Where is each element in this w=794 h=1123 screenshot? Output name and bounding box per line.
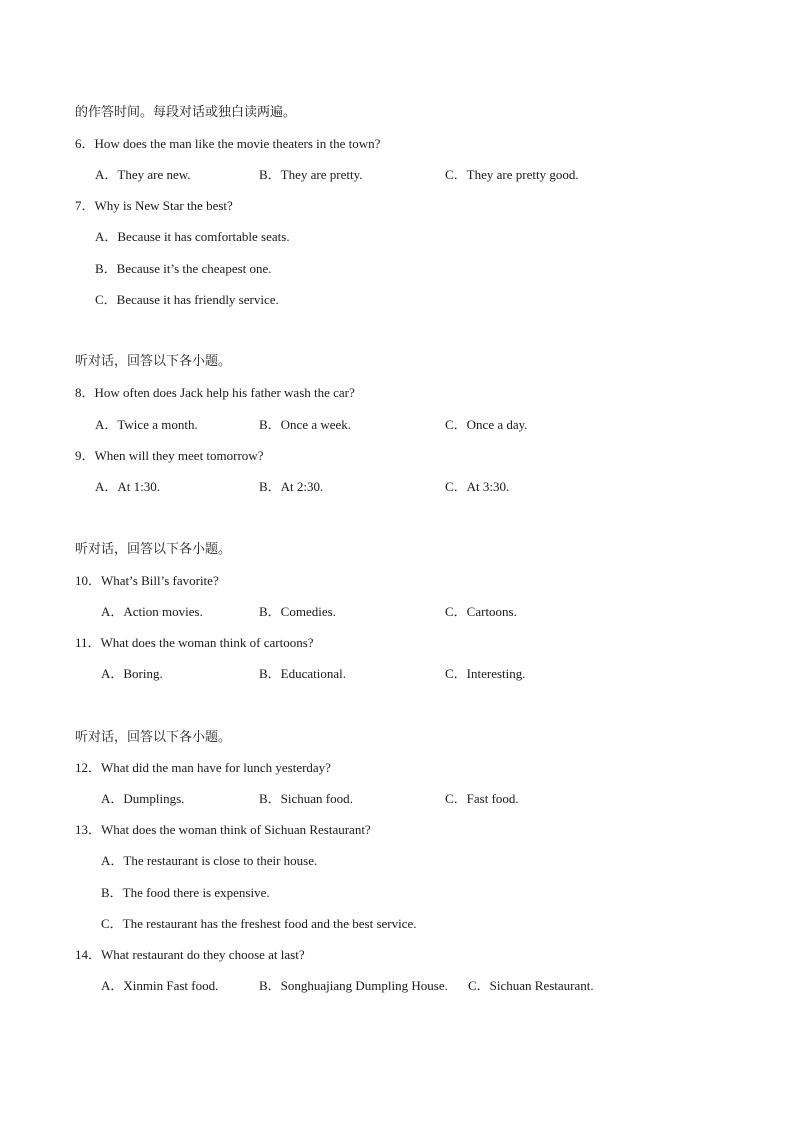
question-number: 12．	[75, 760, 102, 775]
section-header: 听对话，回答以下各小题。	[75, 353, 232, 368]
question-text: When will they meet tomorrow?	[94, 448, 264, 463]
question-6	[75, 136, 380, 152]
question-number: 8．	[75, 385, 95, 400]
question-text: What restaurant do they choose at last?	[101, 947, 305, 962]
q9-option-c: C．At 3:30.	[445, 479, 510, 494]
q6-option-c: C．They are pretty good.	[445, 167, 579, 182]
question-number: 11．	[75, 635, 101, 650]
question-text: How does the man like the movie theaters in the town?	[94, 136, 381, 151]
q11-option-c: C．Interesting.	[445, 666, 526, 681]
q8-option-c: C．Once a day.	[445, 417, 528, 432]
question-number: 9．	[75, 448, 95, 463]
question-text: How often does Jack help his father wash the car?	[94, 385, 355, 400]
q8-option-b: B．Once a week.	[259, 417, 352, 432]
question-number: 13．	[75, 822, 102, 837]
question-number: 14．	[75, 947, 102, 962]
q9-option-a: A．At 1:30.	[95, 479, 161, 494]
question-8	[75, 385, 355, 401]
q7-option-b: B．Because it’s the cheapest one.	[95, 261, 272, 276]
question-text: What’s Bill’s favorite?	[101, 573, 219, 588]
q6-option-a: A．They are new.	[95, 167, 191, 182]
intro-continuation: 的作答时间。每段对话或独白读两遍。	[75, 104, 297, 119]
question-10	[75, 573, 219, 589]
section-header: 听对话，回答以下各小题。	[75, 729, 232, 744]
q10-option-a: A．Action movies.	[101, 604, 203, 619]
q14-option-c: C．Sichuan Restaurant.	[468, 978, 594, 993]
q10-option-c: C．Cartoons.	[445, 604, 517, 619]
q9-option-b: B．At 2:30.	[259, 479, 324, 494]
q13-option-b: B．The food there is expensive.	[101, 885, 270, 900]
question-12	[75, 760, 331, 776]
question-text: What did the man have for lunch yesterday?	[101, 760, 331, 775]
section-header: 听对话，回答以下各小题。	[75, 541, 232, 556]
question-number: 10．	[75, 573, 102, 588]
question-14	[75, 947, 305, 963]
question-7	[75, 198, 233, 214]
q7-option-c: C．Because it has friendly service.	[95, 292, 279, 307]
question-11	[75, 635, 314, 651]
q13-option-c: C．The restaurant has the freshest food and the best service.	[101, 916, 417, 931]
question-13	[75, 822, 371, 838]
q14-option-a: A．Xinmin Fast food.	[101, 978, 219, 993]
question-text: Why is New Star the best?	[94, 198, 233, 213]
question-9	[75, 448, 263, 464]
q11-option-a: A．Boring.	[101, 666, 163, 681]
q11-option-b: B．Educational.	[259, 666, 347, 681]
q10-option-b: B．Comedies.	[259, 604, 336, 619]
q7-option-a: A．Because it has comfortable seats.	[95, 229, 290, 244]
q8-option-a: A．Twice a month.	[95, 417, 198, 432]
question-text: What does the woman think of cartoons?	[100, 635, 314, 650]
q6-option-b: B．They are pretty.	[259, 167, 363, 182]
q12-option-c: C．Fast food.	[445, 791, 519, 806]
q14-option-b: B．Songhuajiang Dumpling House.	[259, 978, 448, 993]
question-number: 6．	[75, 136, 95, 151]
q13-option-a: A．The restaurant is close to their house.	[101, 853, 318, 868]
q12-option-b: B．Sichuan food.	[259, 791, 353, 806]
question-text: What does the woman think of Sichuan Restaurant?	[101, 822, 371, 837]
q12-option-a: A．Dumplings.	[101, 791, 185, 806]
question-number: 7．	[75, 198, 95, 213]
